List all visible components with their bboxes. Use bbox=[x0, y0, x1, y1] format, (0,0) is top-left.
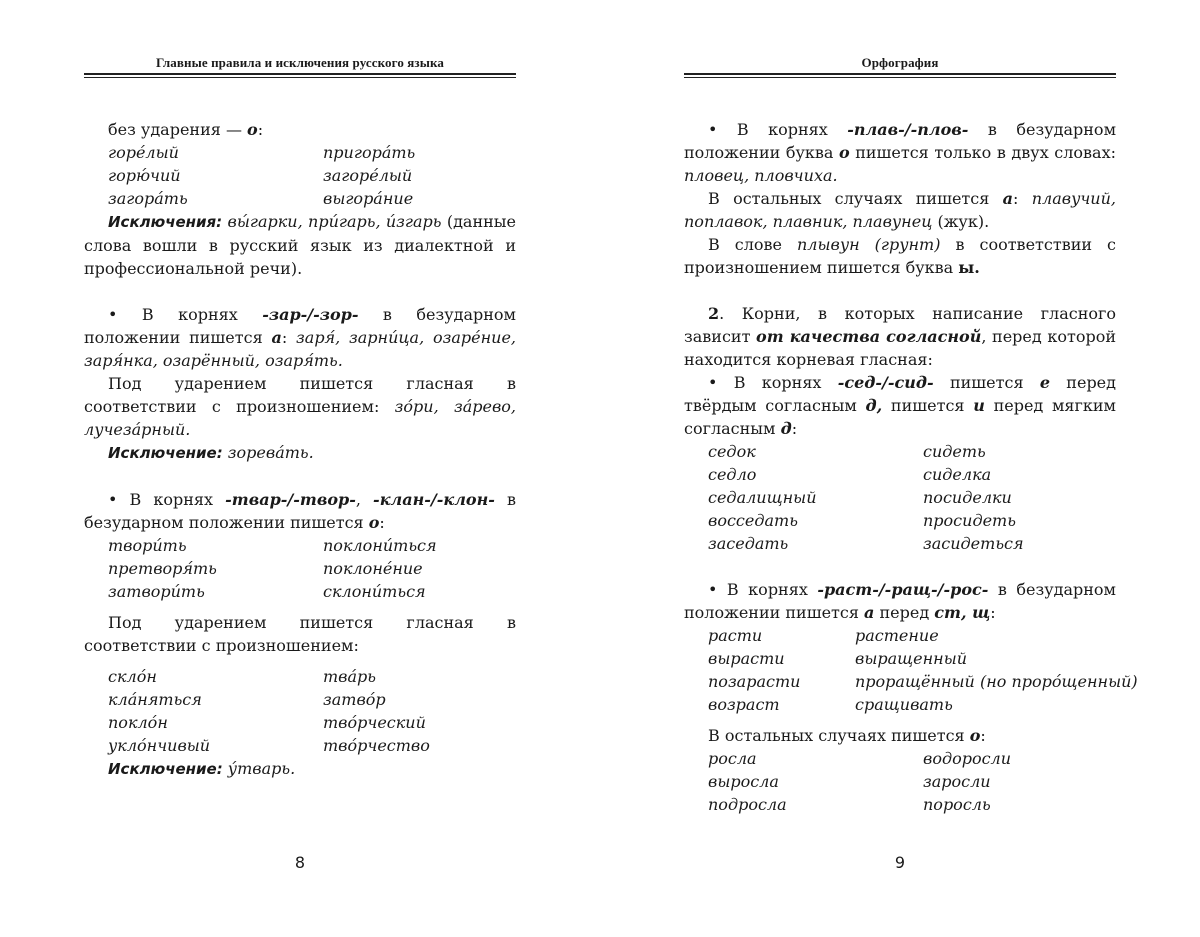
rule-paragraph: • В корнях -раст-/-ращ-/-рос- в безударном положении пишется а перед ст, щ: bbox=[684, 580, 1116, 622]
section-heading: 2. Корни, в которых написание гласного зависит от качества согласной, перед которой находится корневая гласная: bbox=[684, 304, 1116, 369]
spacer bbox=[84, 280, 516, 303]
header-rule-thin bbox=[84, 77, 516, 78]
letter-marker: д bbox=[780, 419, 792, 438]
section-number: 2 bbox=[708, 304, 720, 323]
word-item: тва́рь bbox=[323, 667, 376, 686]
word-item: просидеть bbox=[923, 511, 1016, 530]
word-item: поросль bbox=[923, 795, 991, 814]
word-item: заседать bbox=[708, 534, 789, 553]
word-item: пригора́ть bbox=[323, 143, 416, 162]
word-item: горю́чий bbox=[108, 166, 181, 185]
letter-marker: д, bbox=[865, 396, 883, 415]
word-item: укло́нчивый bbox=[108, 736, 211, 755]
exception-label: Исключение: bbox=[108, 444, 223, 462]
word-list bbox=[84, 534, 516, 603]
word-item: загоре́лый bbox=[323, 166, 413, 185]
word-item: проращённый (но проро́щенный) bbox=[855, 672, 1138, 691]
word-item: седло bbox=[708, 465, 757, 484]
root-marker: -твар-/-твор- bbox=[225, 490, 356, 509]
letter-marker: о bbox=[838, 143, 850, 162]
running-head: Орфография bbox=[861, 55, 939, 70]
letter-marker: е bbox=[1039, 373, 1051, 392]
word-item: выгора́ние bbox=[323, 189, 414, 208]
word-item: водоросли bbox=[923, 749, 1012, 768]
page-number: 9 bbox=[894, 853, 906, 872]
exception-label: Исключения: bbox=[108, 213, 223, 231]
paragraph: Под ударением пишется гласная в соответствии с произношением: bbox=[84, 613, 516, 655]
left-page bbox=[84, 0, 516, 937]
letter-marker: о bbox=[969, 726, 981, 745]
word-item: расти bbox=[708, 626, 763, 645]
paragraph: без ударения — о: bbox=[108, 120, 264, 139]
letter-marker: и bbox=[973, 396, 985, 415]
word-item: поклони́ться bbox=[323, 536, 437, 555]
word-item: затвори́ть bbox=[108, 582, 205, 601]
word-item: заросли bbox=[923, 772, 991, 791]
word-item: твори́ть bbox=[108, 536, 187, 555]
header-rule bbox=[84, 73, 516, 75]
letter-marker: о bbox=[368, 513, 380, 532]
word-list bbox=[684, 440, 1116, 555]
word-item: позарасти bbox=[708, 672, 801, 691]
right-page bbox=[684, 0, 1138, 937]
letter-marker: а bbox=[1002, 189, 1014, 208]
word-item: склони́ться bbox=[323, 582, 426, 601]
word-item: растение bbox=[855, 626, 939, 645]
rule-paragraph: • В корнях -сед-/-сид- пишется е перед твёрдым согласным д, пишется и перед мягким согласным д: bbox=[684, 373, 1117, 438]
root-marker: -зар-/-зор- bbox=[262, 305, 359, 324]
word-item: тво́рческий bbox=[323, 713, 426, 732]
letter-marker: ы. bbox=[958, 258, 980, 277]
root-marker: -плав-/-плов- bbox=[847, 120, 969, 139]
word-item: горе́лый bbox=[108, 143, 179, 162]
word-list bbox=[684, 624, 1138, 716]
word-item: подросла bbox=[708, 795, 787, 814]
spacer bbox=[684, 279, 1116, 302]
bullet: • bbox=[708, 120, 718, 139]
word-item: кла́няться bbox=[108, 690, 202, 709]
exception-note: Исключение: у́тварь. bbox=[108, 759, 296, 778]
bullet: • bbox=[108, 305, 118, 324]
word-item: тво́рчество bbox=[323, 736, 430, 755]
word-item: сращивать bbox=[855, 695, 953, 714]
letter-marker: о bbox=[247, 120, 258, 139]
spacer bbox=[684, 555, 1116, 578]
word-item: посиделки bbox=[923, 488, 1012, 507]
header-rule bbox=[684, 73, 1116, 75]
word-item: восседать bbox=[708, 511, 798, 530]
word-list bbox=[84, 665, 516, 757]
word-item: сиделка bbox=[923, 465, 992, 484]
spacer bbox=[84, 465, 516, 488]
paragraph: Под ударением пишется гласная в соответствии с произношением: зо́ри, за́рево, лучеза́рный. bbox=[84, 374, 516, 439]
word-list bbox=[684, 747, 1116, 816]
word-item: загора́ть bbox=[108, 189, 188, 208]
word-item: поклоне́ние bbox=[323, 559, 423, 578]
exception-note: Исключение: зорева́ть. bbox=[108, 443, 314, 462]
exception-note: Исключения: вы́гарки, при́гарь, и́згарь (данные слова вошли в русский язык из диалектной и профессиональной речи). bbox=[84, 212, 516, 278]
page-body bbox=[684, 118, 1138, 816]
rule-paragraph: • В корнях -твар-/-твор-, -клан-/-клон- в безударном положении пишется о: bbox=[84, 490, 517, 532]
word-item: возраст bbox=[708, 695, 780, 714]
word-item: скло́н bbox=[108, 667, 157, 686]
letter-marker: а bbox=[864, 603, 875, 622]
bullet: • bbox=[708, 373, 718, 392]
word-item: вырасти bbox=[708, 649, 785, 668]
letter-marker: ст, щ bbox=[934, 603, 991, 622]
header-rule-thin bbox=[684, 77, 1116, 78]
root-marker: -раст-/-ращ-/-рос- bbox=[817, 580, 989, 599]
word-item: седок bbox=[708, 442, 756, 461]
word-item: претворя́ть bbox=[108, 559, 217, 578]
rule-paragraph: • В корнях -плав-/-плов- в безударном положении буква о пишется только в двух словах: пловец, пловчиха. bbox=[684, 120, 1117, 185]
paragraph: В остальных случаях пишется о: bbox=[708, 726, 986, 745]
word-item: седалищный bbox=[708, 488, 817, 507]
root-marker: -клан-/-клон- bbox=[373, 490, 495, 509]
running-head: Главные правила и исключения русского языка bbox=[156, 55, 444, 70]
letter-marker: а bbox=[271, 328, 282, 347]
page-number: 8 bbox=[294, 853, 306, 872]
root-marker: -сед-/-сид- bbox=[837, 373, 934, 392]
word-item: покло́н bbox=[108, 713, 168, 732]
bullet: • bbox=[708, 580, 718, 599]
exception-label: Исключение: bbox=[108, 760, 223, 778]
word-item: сидеть bbox=[923, 442, 986, 461]
bullet: • bbox=[108, 490, 118, 509]
rule-paragraph: • В корнях -зар-/-зор- в безударном положении пишется а: заря́, зарни́ца, озаре́ние, заря́нка, озарённый, озаря́ть. bbox=[84, 305, 517, 370]
paragraph: В слове плывун (грунт) в соответствии с произношением пишется буква ы. bbox=[684, 235, 1117, 277]
word-item: выросла bbox=[708, 772, 779, 791]
paragraph: В остальных случаях пишется а: плавучий, поплавок, плавник, плавунец (жук). bbox=[684, 189, 1116, 231]
page-body bbox=[84, 118, 516, 781]
word-item: засидеться bbox=[923, 534, 1024, 553]
word-item: росла bbox=[708, 749, 757, 768]
word-list bbox=[84, 141, 516, 210]
word-item: затво́р bbox=[323, 690, 386, 709]
word-item: выращенный bbox=[855, 649, 968, 668]
